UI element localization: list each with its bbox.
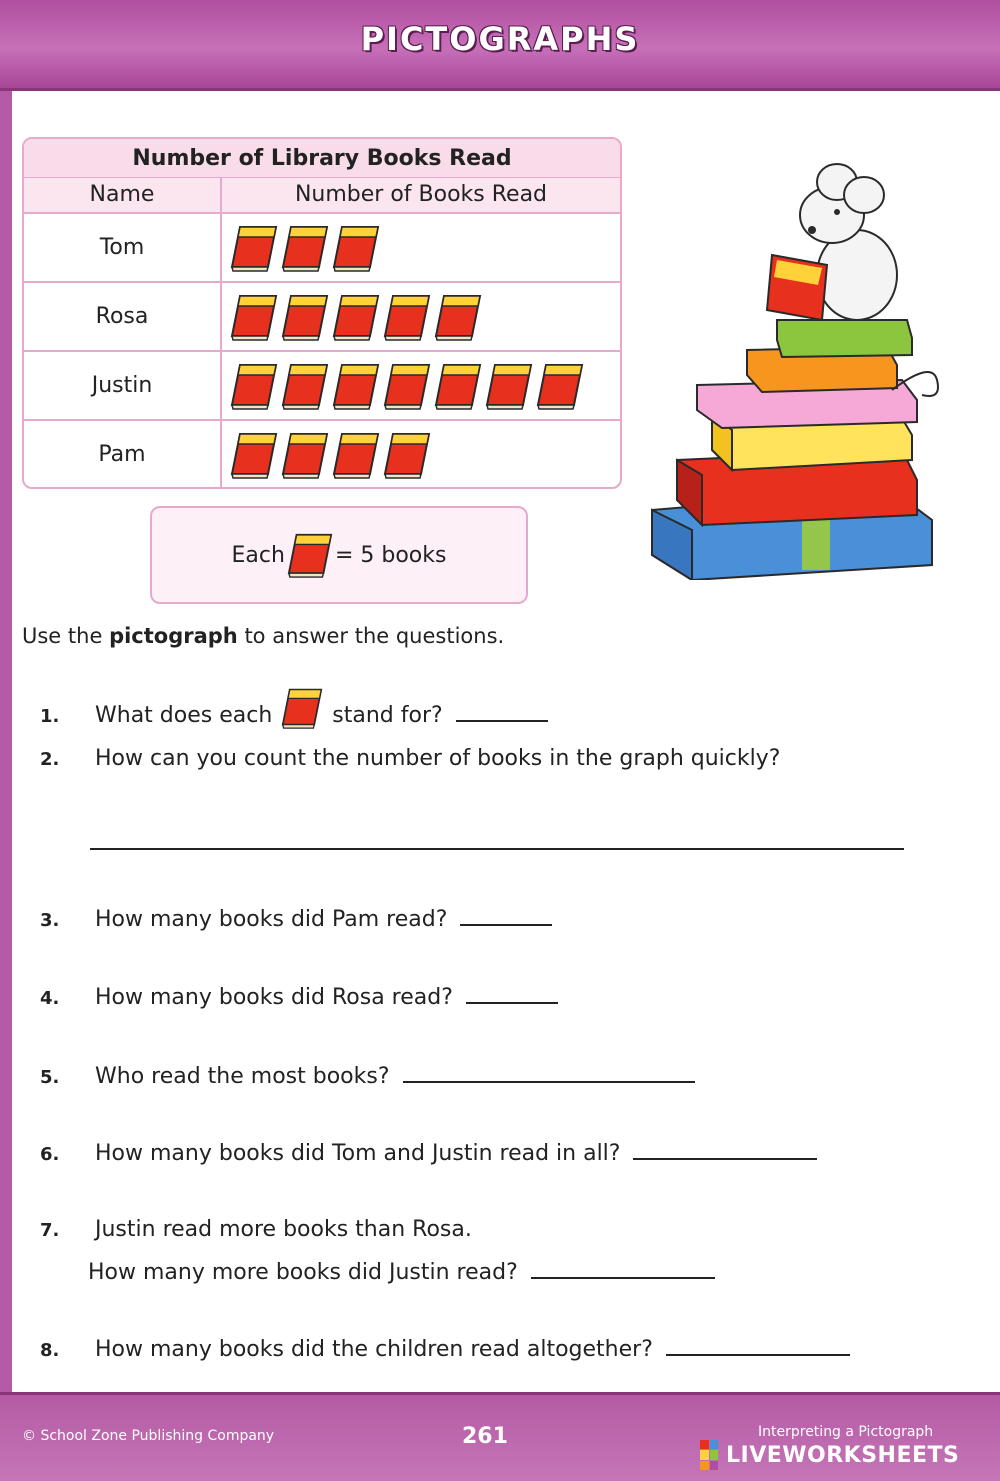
question-number: 1. <box>40 706 60 727</box>
book-icon <box>332 361 380 411</box>
book-icon <box>230 223 278 273</box>
liveworksheets-watermark <box>700 1440 959 1470</box>
question-number: 2. <box>40 749 60 770</box>
row-icons <box>222 361 620 411</box>
row-name: Pam <box>24 421 222 488</box>
mouse-on-books-illustration <box>632 160 952 580</box>
question-number: 7. <box>40 1220 60 1241</box>
question-number: 3. <box>40 910 60 931</box>
book-icon <box>383 361 431 411</box>
pictograph-table <box>22 137 622 489</box>
question-text: How many books did Rosa read? <box>95 985 453 1010</box>
question-text: How many books did the children read altogether? <box>95 1337 653 1362</box>
page-number: 261 <box>462 1424 508 1449</box>
key-prefix: Each <box>231 542 285 568</box>
question-text-line1: Justin read more books than Rosa. <box>95 1217 472 1242</box>
liveworksheets-logo-icon <box>700 1440 718 1470</box>
header-band <box>0 0 1000 91</box>
book-icon <box>281 223 329 273</box>
column-header-books: Number of Books Read <box>294 182 548 207</box>
book-icon <box>332 430 380 480</box>
question-4 <box>40 982 558 1010</box>
question-text: How can you count the number of books in the graph quickly? <box>95 746 781 771</box>
liveworksheets-brand: LIVEWORKSHEETS <box>726 1442 960 1468</box>
book-icon <box>281 686 323 730</box>
answer-blank-7[interactable] <box>531 1257 715 1279</box>
book-icon <box>281 430 329 480</box>
answer-blank-2[interactable] <box>90 848 904 850</box>
book-icon <box>281 361 329 411</box>
question-number: 8. <box>40 1340 60 1361</box>
question-8 <box>40 1334 850 1362</box>
book-icon <box>434 361 482 411</box>
question-5 <box>40 1061 695 1089</box>
question-3 <box>40 904 552 932</box>
answer-blank-3[interactable] <box>460 904 552 926</box>
row-name: Rosa <box>24 283 222 350</box>
footer-topic: Interpreting a Pictograph <box>758 1424 934 1440</box>
question-2 <box>40 746 780 771</box>
book-icon <box>230 292 278 342</box>
book-icon <box>230 361 278 411</box>
book-icon <box>332 292 380 342</box>
row-icons <box>222 430 620 480</box>
question-text: How many books did Tom and Justin read in all? <box>95 1141 621 1166</box>
column-header-name: Name <box>24 178 222 212</box>
book-icon <box>383 430 431 480</box>
table-row <box>24 421 620 488</box>
answer-blank-4[interactable] <box>466 982 558 1004</box>
answer-blank-1[interactable] <box>456 700 548 722</box>
book-icon <box>230 430 278 480</box>
instructions-suffix: to answer the questions. <box>244 624 505 648</box>
book-icon <box>287 531 333 579</box>
row-icons <box>222 223 620 273</box>
question-7-line2 <box>88 1257 715 1285</box>
page-title: PICTOGRAPHS <box>360 20 640 58</box>
table-row <box>24 214 620 283</box>
answer-blank-8[interactable] <box>666 1334 850 1356</box>
question-1 <box>40 686 548 730</box>
question-text: Who read the most books? <box>95 1064 390 1089</box>
question-7 <box>40 1217 472 1242</box>
question-text: How many books did Pam read? <box>95 907 448 932</box>
question-text-after: stand for? <box>332 703 443 728</box>
pictograph-header-row <box>24 178 620 214</box>
question-6 <box>40 1138 817 1166</box>
instructions-bold: pictograph <box>109 624 238 648</box>
row-icons <box>222 292 620 342</box>
row-name: Tom <box>24 214 222 281</box>
book-icon <box>383 292 431 342</box>
question-number: 4. <box>40 988 60 1009</box>
book-icon <box>434 292 482 342</box>
footer-copyright: © School Zone Publishing Company <box>22 1428 275 1444</box>
key-suffix: = 5 books <box>334 542 447 568</box>
question-number: 5. <box>40 1067 60 1088</box>
pictograph-title: Number of Library Books Read <box>24 139 620 178</box>
table-row <box>24 283 620 352</box>
row-name: Justin <box>24 352 222 419</box>
instructions-prefix: Use the <box>22 624 103 648</box>
question-number: 6. <box>40 1144 60 1165</box>
pictograph-key <box>150 506 528 604</box>
instructions <box>22 624 504 648</box>
book-icon <box>281 292 329 342</box>
book-icon <box>332 223 380 273</box>
book-icon <box>485 361 533 411</box>
table-row <box>24 352 620 421</box>
answer-blank-5[interactable] <box>403 1061 695 1083</box>
question-text-line2: How many more books did Justin read? <box>88 1260 518 1285</box>
question-text-before: What does each <box>95 703 273 728</box>
book-icon <box>536 361 584 411</box>
answer-blank-6[interactable] <box>633 1138 817 1160</box>
